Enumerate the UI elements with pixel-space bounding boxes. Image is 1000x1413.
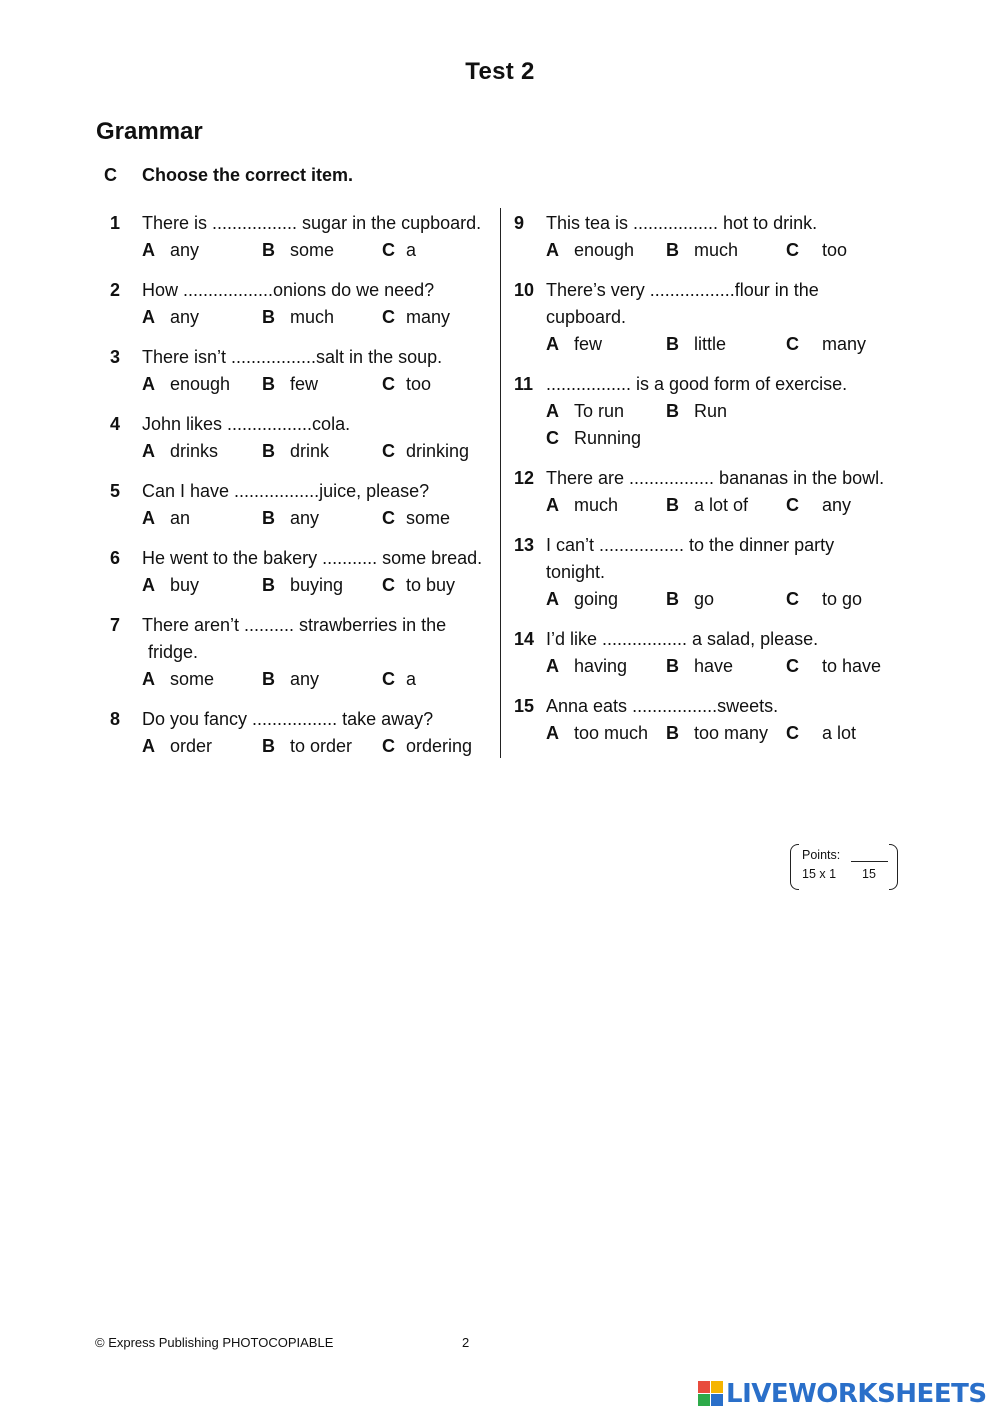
option-a[interactable] xyxy=(546,586,619,613)
option-text: ordering xyxy=(406,736,473,756)
option-letter: C xyxy=(382,240,395,260)
option-text: too xyxy=(822,240,848,260)
logo-square xyxy=(698,1381,710,1393)
option-b[interactable] xyxy=(262,371,319,398)
option-b[interactable] xyxy=(666,237,739,264)
option-a[interactable] xyxy=(546,398,625,425)
option-text: many xyxy=(822,334,867,354)
option-letter: A xyxy=(546,240,559,260)
option-letter: A xyxy=(142,374,155,394)
option-text: buying xyxy=(290,575,344,595)
option-text: any xyxy=(290,669,320,689)
option-letter: C xyxy=(786,656,799,676)
logo-square xyxy=(711,1381,723,1393)
option-text: To run xyxy=(574,401,625,421)
question-text: tonight. xyxy=(546,562,606,582)
option-a[interactable] xyxy=(142,572,200,599)
option-letter: A xyxy=(142,307,155,327)
option-letter: A xyxy=(546,495,559,515)
option-letter: C xyxy=(382,441,395,461)
option-b[interactable] xyxy=(666,720,769,747)
question-text: There are ................. bananas in the bowl. xyxy=(546,468,885,488)
option-text: too xyxy=(406,374,432,394)
option-text: some xyxy=(170,669,215,689)
option-letter: C xyxy=(786,495,799,515)
option-text: little xyxy=(694,334,727,354)
option-text: much xyxy=(694,240,739,260)
option-b[interactable] xyxy=(666,586,715,613)
option-b[interactable] xyxy=(262,438,330,465)
question-number: 3 xyxy=(110,347,121,367)
option-letter: B xyxy=(262,736,275,756)
question-text: I can’t ................. to the dinner party xyxy=(546,535,835,555)
option-letter: B xyxy=(262,508,275,528)
points-calc: 15 x 1 xyxy=(802,867,837,881)
question-number: 1 xyxy=(110,213,121,233)
option-c[interactable] xyxy=(786,492,852,519)
instruction-letter: C xyxy=(104,165,117,185)
option-letter: C xyxy=(382,508,395,528)
option-text: going xyxy=(574,589,619,609)
option-letter: B xyxy=(262,307,275,327)
question-text: There aren’t .......... strawberries in the xyxy=(142,615,447,635)
option-text: having xyxy=(574,656,628,676)
section-title: Grammar xyxy=(96,118,203,145)
option-letter: A xyxy=(142,508,155,528)
option-letter: B xyxy=(666,401,679,421)
option-a[interactable] xyxy=(142,237,200,264)
option-b[interactable] xyxy=(262,505,320,532)
option-a[interactable] xyxy=(142,733,213,760)
option-b[interactable] xyxy=(666,331,727,358)
question-text: John likes .................cola. xyxy=(142,414,351,434)
option-letter: B xyxy=(262,669,275,689)
page-number: 2 xyxy=(462,1335,470,1350)
option-c[interactable] xyxy=(786,586,863,613)
question-text: I’d like ................. a salad, please. xyxy=(546,629,819,649)
option-letter: C xyxy=(546,428,559,448)
brand xyxy=(698,1378,987,1410)
option-letter: A xyxy=(142,669,155,689)
option-text: few xyxy=(290,374,319,394)
option-b[interactable] xyxy=(666,492,749,519)
question-number: 14 xyxy=(514,629,535,649)
option-a[interactable] xyxy=(546,720,649,747)
question-number: 13 xyxy=(514,535,535,555)
option-text: Run xyxy=(694,401,728,421)
right-bracket xyxy=(889,844,898,890)
question-number: 7 xyxy=(110,615,121,635)
option-text: drinks xyxy=(170,441,219,461)
option-letter: C xyxy=(382,736,395,756)
option-letter: B xyxy=(262,575,275,595)
points-total: 15 xyxy=(862,867,876,881)
option-letter: C xyxy=(382,669,395,689)
question-number: 15 xyxy=(514,696,535,716)
option-c[interactable] xyxy=(382,237,417,264)
option-b[interactable] xyxy=(666,653,734,680)
option-text: to go xyxy=(822,589,863,609)
points-box xyxy=(790,844,898,890)
points-label: Points: xyxy=(802,848,841,862)
option-letter: C xyxy=(382,575,395,595)
option-letter: C xyxy=(382,307,395,327)
option-a[interactable] xyxy=(142,505,191,532)
option-text: few xyxy=(574,334,603,354)
option-letter: B xyxy=(666,589,679,609)
logo-square xyxy=(711,1394,723,1406)
option-c[interactable] xyxy=(382,438,470,465)
question-number: 9 xyxy=(514,213,525,233)
option-letter: A xyxy=(546,589,559,609)
option-text: any xyxy=(290,508,320,528)
option-text: to have xyxy=(822,656,882,676)
option-a[interactable] xyxy=(546,653,628,680)
question-text: Can I have .................juice, please? xyxy=(142,481,430,501)
option-letter: A xyxy=(142,240,155,260)
option-letter: B xyxy=(262,240,275,260)
option-letter: A xyxy=(142,575,155,595)
option-letter: C xyxy=(786,589,799,609)
option-text: much xyxy=(574,495,619,515)
option-letter: B xyxy=(666,656,679,676)
logo-square xyxy=(698,1394,710,1406)
option-text: go xyxy=(694,589,715,609)
option-text: too many xyxy=(694,723,769,743)
option-a[interactable] xyxy=(546,492,619,519)
option-letter: A xyxy=(546,723,559,743)
option-text: drinking xyxy=(406,441,470,461)
option-a[interactable] xyxy=(142,304,200,331)
option-b[interactable] xyxy=(262,237,335,264)
option-text: a lot of xyxy=(694,495,749,515)
points-blank-line[interactable] xyxy=(851,861,888,862)
instruction xyxy=(104,165,353,186)
question-text: fridge. xyxy=(148,642,199,662)
question-text: Do you fancy ................. take away? xyxy=(142,709,434,729)
option-text: any xyxy=(822,495,852,515)
page-title: Test 2 xyxy=(465,58,535,85)
option-letter: A xyxy=(142,736,155,756)
option-letter: A xyxy=(546,334,559,354)
option-text: Running xyxy=(574,428,642,448)
question-number: 10 xyxy=(514,280,535,300)
question-text: Anna eats .................sweets. xyxy=(546,696,779,716)
option-text: have xyxy=(694,656,734,676)
question-number: 11 xyxy=(514,374,534,394)
question-number: 5 xyxy=(110,481,121,501)
option-text: order xyxy=(170,736,213,756)
option-text: any xyxy=(170,307,200,327)
option-c[interactable] xyxy=(786,653,882,680)
option-b[interactable] xyxy=(262,666,320,693)
option-text: a xyxy=(406,669,417,689)
option-a[interactable] xyxy=(142,666,215,693)
question-text: How ..................onions do we need? xyxy=(142,280,435,300)
option-c[interactable] xyxy=(382,666,417,693)
question-number: 2 xyxy=(110,280,121,300)
option-text: an xyxy=(170,508,191,528)
option-text: drink xyxy=(290,441,330,461)
option-c[interactable] xyxy=(382,733,473,760)
option-letter: C xyxy=(786,723,799,743)
option-text: to order xyxy=(290,736,353,756)
option-text: much xyxy=(290,307,335,327)
option-text: enough xyxy=(170,374,231,394)
footer-copyright: © Express Publishing PHOTOCOPIABLE xyxy=(95,1335,334,1350)
option-letter: A xyxy=(546,401,559,421)
option-c[interactable] xyxy=(382,505,451,532)
option-letter: B xyxy=(666,723,679,743)
option-text: to buy xyxy=(406,575,456,595)
question-text: This tea is ................. hot to drink. xyxy=(546,213,818,233)
option-text: a xyxy=(406,240,417,260)
option-text: enough xyxy=(574,240,635,260)
column-divider xyxy=(500,208,501,758)
left-bracket xyxy=(790,844,799,890)
option-c[interactable] xyxy=(382,304,451,331)
option-text: a lot xyxy=(822,723,857,743)
option-a[interactable] xyxy=(546,331,603,358)
question-text: cupboard. xyxy=(546,307,627,327)
option-b[interactable] xyxy=(262,304,335,331)
option-b[interactable] xyxy=(666,398,728,425)
option-a[interactable] xyxy=(142,438,219,465)
option-text: some xyxy=(406,508,451,528)
option-b[interactable] xyxy=(262,572,344,599)
liveworksheets-logo-icon xyxy=(698,1381,724,1407)
option-b[interactable] xyxy=(262,733,353,760)
question-text: ................. is a good form of exercise. xyxy=(546,374,848,394)
option-c[interactable] xyxy=(786,237,848,264)
option-letter: A xyxy=(546,656,559,676)
option-a[interactable] xyxy=(546,237,635,264)
option-letter: B xyxy=(262,374,275,394)
question-text: There’s very .................flour in the xyxy=(546,280,819,300)
option-text: many xyxy=(406,307,451,327)
option-c[interactable] xyxy=(382,572,456,599)
option-text: too much xyxy=(574,723,649,743)
option-c[interactable] xyxy=(382,371,432,398)
option-letter: B xyxy=(666,495,679,515)
option-letter: A xyxy=(142,441,155,461)
question-number: 12 xyxy=(514,468,535,488)
question-text: There is ................. sugar in the cupboard. xyxy=(142,213,482,233)
instruction-text: Choose the correct item. xyxy=(142,165,354,185)
option-letter: B xyxy=(666,334,679,354)
question-number: 4 xyxy=(110,414,121,434)
question-number: 6 xyxy=(110,548,121,568)
option-letter: C xyxy=(786,334,799,354)
option-c[interactable] xyxy=(786,331,867,358)
question-text: There isn’t .................salt in the soup. xyxy=(142,347,443,367)
option-a[interactable] xyxy=(142,371,231,398)
option-text: buy xyxy=(170,575,200,595)
question-number: 8 xyxy=(110,709,121,729)
option-text: some xyxy=(290,240,335,260)
option-letter: C xyxy=(382,374,395,394)
question-text: He went to the bakery ........... some bread. xyxy=(142,548,483,568)
option-text: any xyxy=(170,240,200,260)
option-letter: B xyxy=(262,441,275,461)
option-letter: C xyxy=(786,240,799,260)
option-c[interactable] xyxy=(786,720,857,747)
brand-name: LIVEWORKSHEETS xyxy=(726,1379,987,1409)
option-letter: B xyxy=(666,240,679,260)
option-c[interactable] xyxy=(546,425,642,452)
